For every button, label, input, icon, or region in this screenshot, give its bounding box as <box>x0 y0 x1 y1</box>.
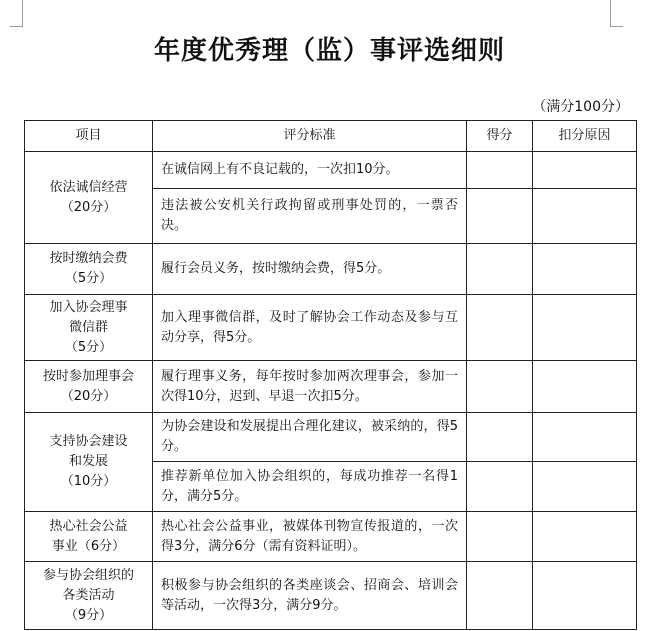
item-integrity: 依法诚信经营 （20分） <box>25 152 153 244</box>
criteria-cell: 在诚信网上有不良记载的，一次扣10分。 <box>153 152 467 189</box>
header-deduction-reason: 扣分原因 <box>533 121 637 152</box>
criteria-cell: 违法被公安机关行政拘留或刑事处罚的，一票否决。 <box>153 189 467 244</box>
score-cell <box>467 189 533 244</box>
page-title: 年度优秀理（监）事评选细则 <box>153 36 505 66</box>
score-cell <box>467 295 533 361</box>
table-row <box>25 295 637 361</box>
criteria-cell: 推荐新单位加入协会组织的，每成功推荐一名得1分，满分5分。 <box>153 462 467 512</box>
criteria-cell: 积极参与协会组织的各类座谈会、招商会、培训会等活动，一次得3分，满分9分。 <box>153 562 467 630</box>
criteria-cell: 为协会建设和发展提出合理化建议，被采纳的，得5分。 <box>153 413 467 462</box>
header-criteria: 评分标准 <box>153 121 467 152</box>
table-row <box>25 562 637 630</box>
score-cell <box>467 562 533 630</box>
reason-cell <box>533 462 637 512</box>
score-cell <box>467 244 533 295</box>
criteria-cell: 热心社会公益事业，被媒体刊物宣传报道的，一次得3分，满分6分（需有资料证明）。 <box>153 512 467 562</box>
table-row <box>25 361 637 413</box>
score-cell <box>467 152 533 189</box>
item-wechat-group: 加入协会理事 微信群 （5分） <box>25 295 153 361</box>
table-row <box>25 413 637 462</box>
table-row <box>25 244 637 295</box>
criteria-cell: 加入理事微信群，及时了解协会工作动态及参与互动分享，得5分。 <box>153 295 467 361</box>
header-row <box>25 121 637 152</box>
rules-table <box>24 120 637 630</box>
reason-cell <box>533 562 637 630</box>
reason-cell <box>533 152 637 189</box>
item-membership-fee: 按时缴纳会费 （5分） <box>25 244 153 295</box>
score-cell <box>467 361 533 413</box>
header-score: 得分 <box>467 121 533 152</box>
reason-cell <box>533 295 637 361</box>
score-cell <box>467 512 533 562</box>
reason-cell <box>533 361 637 413</box>
item-association-building: 支持协会建设 和发展 （10分） <box>25 413 153 512</box>
crop-mark-top-right <box>610 0 623 27</box>
item-council-meeting: 按时参加理事会 （20分） <box>25 361 153 413</box>
crop-mark-top-left <box>10 0 23 27</box>
score-cell <box>467 413 533 462</box>
full-score-note: （满分100分） <box>532 99 629 115</box>
reason-cell <box>533 413 637 462</box>
criteria-cell: 履行理事义务，每年按时参加两次理事会，参加一次得10分，迟到、早退一次扣5分。 <box>153 361 467 413</box>
reason-cell <box>533 189 637 244</box>
table-row <box>25 152 637 189</box>
reason-cell <box>533 244 637 295</box>
item-public-welfare: 热心社会公益 事业（6分） <box>25 512 153 562</box>
header-item: 项目 <box>25 121 153 152</box>
criteria-cell: 履行会员义务，按时缴纳会费，得5分。 <box>153 244 467 295</box>
table-row <box>25 512 637 562</box>
reason-cell <box>533 512 637 562</box>
score-cell <box>467 462 533 512</box>
item-activities: 参与协会组织的 各类活动 （9分） <box>25 562 153 630</box>
